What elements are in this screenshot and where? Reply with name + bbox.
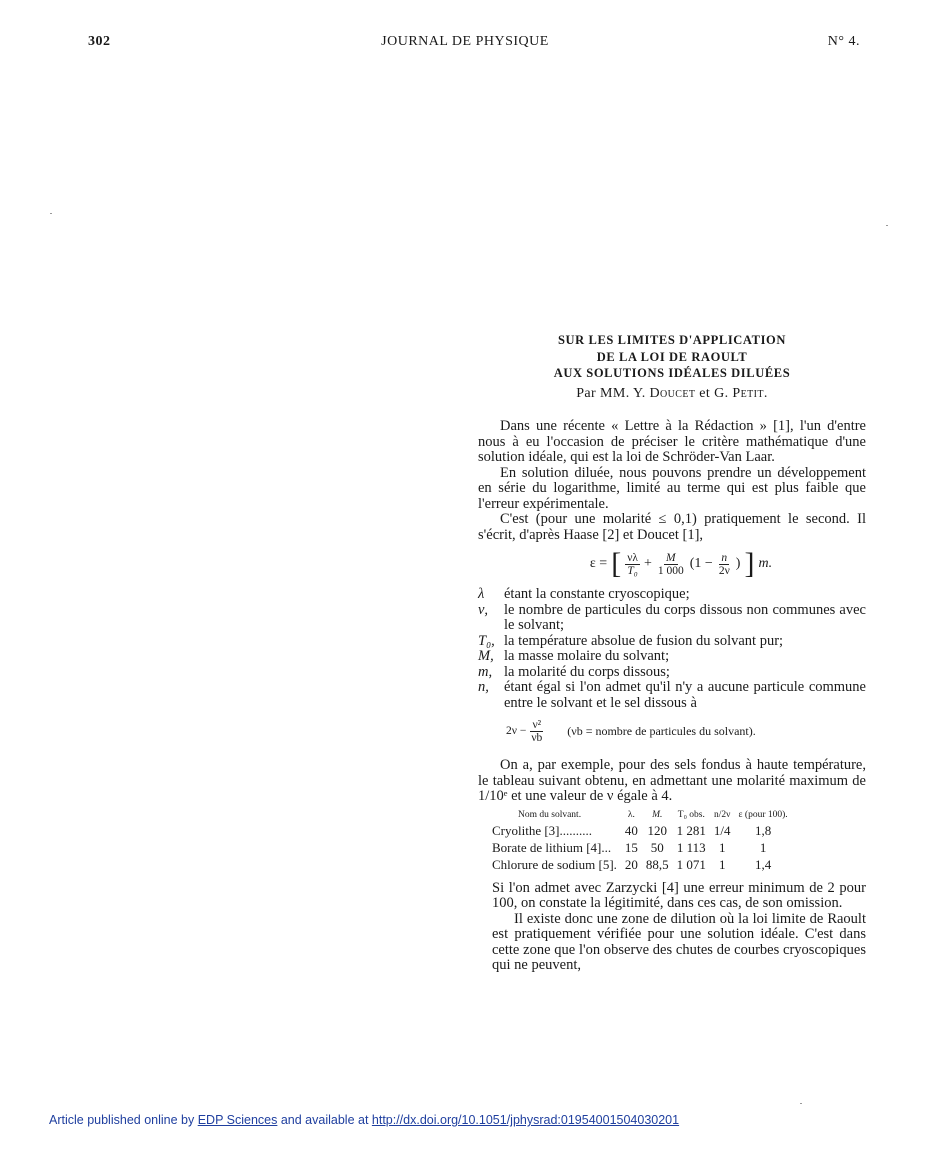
title-line: AUX SOLUTIONS IDÉALES DILUÉES — [553, 366, 791, 380]
table-cell: Borate de lithium [4]... — [492, 839, 612, 855]
scan-speck — [50, 213, 52, 214]
eq2-lhs: 2ν − — [506, 724, 527, 737]
table-row — [492, 822, 792, 839]
definition-item — [478, 603, 866, 634]
running-header — [0, 34, 930, 52]
title-line: DE LA LOI DE RAOULT — [596, 349, 748, 364]
table-cell: 1 071 — [676, 856, 706, 872]
frac-den: νb — [531, 732, 543, 744]
table-cell: 1,8 — [754, 822, 772, 838]
frac-den: 1 000 — [657, 564, 684, 577]
definition-item — [478, 665, 866, 681]
fraction-molar-mass — [656, 552, 686, 577]
paren-open: (1 − — [689, 556, 713, 572]
fraction-nu-squared — [529, 719, 544, 744]
issue-number: N° 4. — [827, 34, 860, 49]
doi-link[interactable]: http://dx.doi.org/10.1051/jphysrad:01954001504030201 — [371, 1113, 680, 1127]
symbol-definitions — [478, 587, 866, 711]
definition-item — [478, 587, 866, 603]
definition-text: étant la constante cryoscopique; — [504, 586, 690, 602]
definition-item — [478, 680, 866, 711]
authors-end: . — [763, 385, 768, 401]
table-cell: 1 113 — [676, 839, 706, 855]
table-header-row — [492, 809, 792, 822]
paragraph-zarzycki: Si l'on admet avec Zarzycki [4] une erreur minimum de 2 pour 100, on constate la légitimité, dans ces cas, de son omission. — [492, 879, 866, 911]
edp-sciences-link[interactable]: EDP Sciences — [197, 1113, 278, 1127]
column-header: Nom du solvant. — [518, 809, 582, 820]
journal-name: JOURNAL DE PHYSIQUE — [381, 34, 549, 49]
molten-salts-table — [492, 809, 792, 873]
formula-lhs: ε = — [589, 556, 608, 572]
paragraph-dilution-zone: Il existe donc une zone de dilution où la loi limite de Raoult est pratiquement vérifiée pour une solution idéale. C'est dans cette zone que l'on observe des chutes de courbes cryoscopiques qui ne peuvent, — [492, 910, 866, 973]
closing-section — [478, 881, 866, 974]
table-cell: 88,5 — [645, 856, 669, 872]
fraction-nu-lambda — [625, 552, 640, 577]
authors-prefix: Par MM. Y. — [576, 385, 646, 401]
frac-num: n — [721, 551, 728, 564]
frac-den: T₀ — [627, 564, 638, 577]
table-cell: 15 — [624, 839, 638, 855]
author-petit: Petit — [732, 385, 764, 401]
scan-speck — [800, 1103, 802, 1104]
article-column — [478, 332, 866, 974]
frac-den: 2ν — [718, 564, 730, 577]
title-line: SUR LES LIMITES D'APPLICATION — [558, 333, 786, 347]
definition-symbol: n, — [478, 679, 489, 695]
column-header: M. — [652, 809, 663, 820]
table-cell: 20 — [624, 856, 638, 872]
definition-text: le nombre de particules du corps dissous non communes avec le solvant; — [504, 601, 866, 633]
footer-middle: and available at — [277, 1113, 372, 1127]
table-cell: Chlorure de sodium [5]. — [492, 856, 617, 872]
table-cell: 1 — [759, 839, 767, 855]
n-value-formula — [506, 719, 866, 744]
table-cell: 1 — [718, 839, 726, 855]
definition-item — [478, 634, 866, 650]
article-authors — [478, 386, 866, 402]
table-cell: 1,4 — [754, 856, 772, 872]
table-cell: 1 — [718, 856, 726, 872]
table-cell: Cryolithe [3].......... — [492, 822, 593, 838]
article-title — [478, 332, 866, 382]
publication-footer — [49, 1113, 679, 1127]
definition-text: la température absolue de fusion du solvant pur; — [504, 632, 784, 649]
definition-text: la masse molaire du solvant; — [504, 648, 670, 664]
table-cell: 120 — [647, 822, 668, 838]
table-cell: 40 — [624, 822, 638, 838]
column-header: T₀ obs. — [677, 809, 705, 820]
author-doucet: Doucet — [649, 385, 696, 401]
table-row — [492, 839, 792, 856]
paragraph-intro: Dans une récente « Lettre à la Rédaction » [1], l'un d'entre nous à eu l'occasion de préciser le critère mathématique d'une solution idéale, qui est la loi de Schröder-Van Laar. — [478, 418, 866, 465]
footer-prefix: Article published online by — [49, 1113, 198, 1127]
epsilon-formula — [496, 549, 866, 579]
authors-mid: et G. — [699, 385, 729, 401]
definition-symbol: λ — [478, 586, 485, 602]
table-row — [492, 856, 792, 873]
frac-num: M — [666, 551, 676, 564]
page-number: 302 — [88, 34, 111, 49]
definition-symbol: ν, — [478, 601, 489, 618]
definition-symbol: M, — [478, 648, 494, 664]
definition-symbol: m, — [478, 663, 493, 680]
table-cell: 50 — [650, 839, 664, 855]
formula-rhs: m. — [758, 556, 773, 572]
paren-close: ) — [735, 556, 741, 572]
column-header: λ. — [627, 809, 635, 820]
table-cell: 1 281 — [676, 822, 706, 838]
bracket-close: ] — [744, 547, 755, 580]
fraction-n-over-2nu — [717, 552, 732, 577]
eq2-note: (νb = nombre de particules du solvant). — [567, 723, 756, 738]
paragraph-series: En solution diluée, nous pouvons prendre un développement en série du logarithme, limité au terme qui est plus faible que l'erreur expérimentale. — [478, 464, 866, 512]
definition-text: la molarité du corps dissous; — [504, 663, 670, 680]
paragraph-example: On a, par exemple, pour des sels fondus à haute température, le tableau suivant obtenu, en admettant une molarité maximum de 1/10ᵉ et une valeur de ν égale à 4. — [478, 757, 866, 804]
definition-text: étant égal si l'on admet qu'il n'y a aucune particule commune entre le solvant et le sel dissous à — [504, 679, 866, 711]
definition-symbol: T₀, — [478, 632, 495, 649]
definition-item — [478, 649, 866, 665]
column-header: ε (pour 100). — [738, 809, 788, 820]
frac-num: ν² — [532, 719, 542, 731]
table-cell: 1/4 — [713, 822, 731, 838]
scan-speck — [886, 225, 888, 226]
frac-num: νλ — [627, 551, 638, 564]
plus-sign: + — [643, 556, 652, 572]
bracket-open: [ — [611, 547, 622, 580]
column-header: n/2ν — [714, 809, 731, 820]
paragraph-haase: C'est (pour une molarité ≤ 0,1) pratiquement le second. Il s'écrit, d'après Haase [2] et Doucet [1], — [478, 511, 866, 543]
